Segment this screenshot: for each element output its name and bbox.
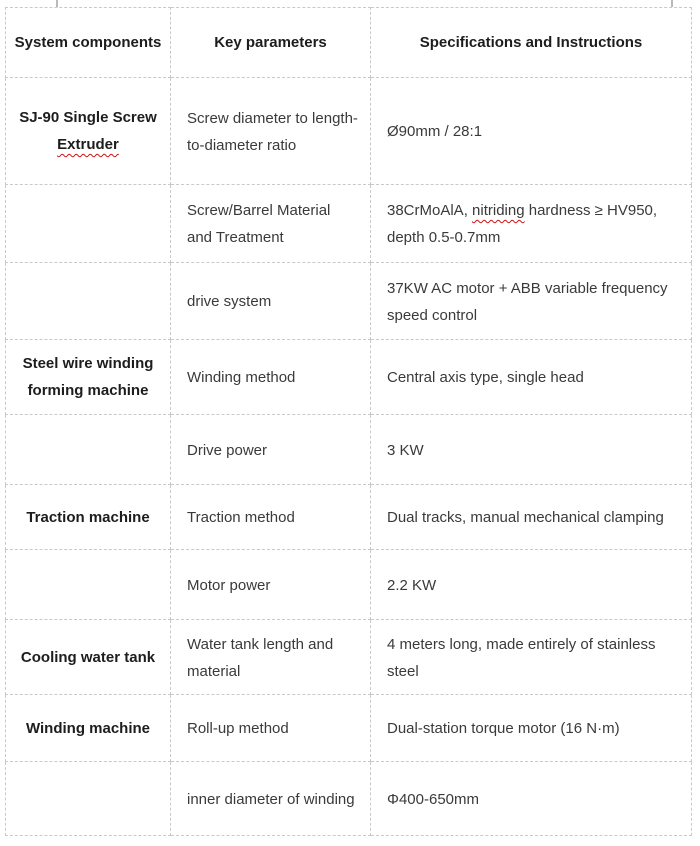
spec-cell <box>371 263 692 340</box>
parameter-label: Drive power <box>187 441 268 459</box>
table-row <box>6 550 692 620</box>
table-row <box>6 263 692 340</box>
component-label: Cooling water tank <box>20 648 156 666</box>
component-cell <box>6 762 171 836</box>
header-row <box>6 8 692 78</box>
spec-value: 37KW AC motor + ABB variable frequency speed control <box>387 279 668 324</box>
table-row <box>6 762 692 836</box>
parameter-cell <box>171 263 371 340</box>
spec-value: Ø90mm / 28:1 <box>387 123 483 140</box>
parameter-label: Screw/Barrel Material and Treatment <box>187 202 331 246</box>
component-label: Traction machine <box>26 508 150 526</box>
parameter-label: Winding method <box>187 369 296 386</box>
component-label: Steel wire winding forming machine <box>22 355 154 399</box>
spec-value: 38CrMoAlA, <box>387 202 468 219</box>
component-cell <box>6 485 171 550</box>
gridline-artifact-left <box>56 0 58 7</box>
spec-cell <box>371 415 692 485</box>
parameter-cell <box>171 550 371 620</box>
component-cell <box>6 263 171 340</box>
parameter-cell <box>171 620 371 695</box>
component-label-spellcheck: Extruder <box>57 136 119 153</box>
component-cell <box>6 415 171 485</box>
table-row <box>6 620 692 695</box>
spec-table <box>5 7 692 836</box>
spec-value: Dual tracks, manual mechanical clamping <box>387 509 664 526</box>
parameter-label: Roll-up method <box>187 720 289 737</box>
component-cell <box>6 695 171 762</box>
header-specifications: Specifications and Instructions <box>371 8 692 78</box>
table-row <box>6 485 692 550</box>
spec-value: hardness ≥ HV950, depth 0.5-0.7mm <box>387 202 658 246</box>
parameter-cell <box>171 340 371 415</box>
parameter-cell <box>171 185 371 263</box>
parameter-label: Traction method <box>187 509 295 526</box>
spec-value-spellcheck: nitriding <box>472 202 525 219</box>
spec-value: Φ400-650mm <box>387 790 480 808</box>
table-row <box>6 78 692 185</box>
table-row <box>6 185 692 263</box>
header-key-parameters: Key parameters <box>171 8 371 78</box>
parameter-cell <box>171 695 371 762</box>
component-label: Winding machine <box>25 719 151 737</box>
spec-value: Central axis type, single head <box>387 369 584 386</box>
component-cell <box>6 550 171 620</box>
table-row <box>6 695 692 762</box>
spec-cell <box>371 550 692 620</box>
spec-value: 4 meters long, made entirely of stainless steel <box>387 635 656 680</box>
component-cell <box>6 340 171 415</box>
parameter-label: Screw diameter to length-to-diameter ratio <box>187 109 358 154</box>
table-row <box>6 340 692 415</box>
component-cell <box>6 185 171 263</box>
spec-cell <box>371 762 692 836</box>
parameter-cell <box>171 485 371 550</box>
component-label: SJ-90 Single Screw <box>19 109 157 126</box>
gridline-artifact-right <box>671 0 673 7</box>
parameter-label: Water tank length and material <box>187 635 334 680</box>
spec-value: 3 KW <box>387 441 424 459</box>
table-row <box>6 415 692 485</box>
spec-cell <box>371 485 692 550</box>
header-system-components: System components <box>6 8 171 78</box>
parameter-cell <box>171 78 371 185</box>
parameter-label: drive system <box>187 293 272 310</box>
parameter-cell <box>171 762 371 836</box>
parameter-label: inner diameter of winding <box>187 790 355 808</box>
spec-cell <box>371 78 692 185</box>
parameter-label: Motor power <box>187 576 271 594</box>
spec-cell <box>371 185 692 263</box>
spec-value: 2.2 KW <box>387 576 437 594</box>
component-cell <box>6 620 171 695</box>
spec-cell <box>371 695 692 762</box>
spec-value: Dual-station torque motor (16 N·m) <box>387 720 620 737</box>
parameter-cell <box>171 415 371 485</box>
component-cell <box>6 78 171 185</box>
spec-cell <box>371 340 692 415</box>
spec-cell <box>371 620 692 695</box>
